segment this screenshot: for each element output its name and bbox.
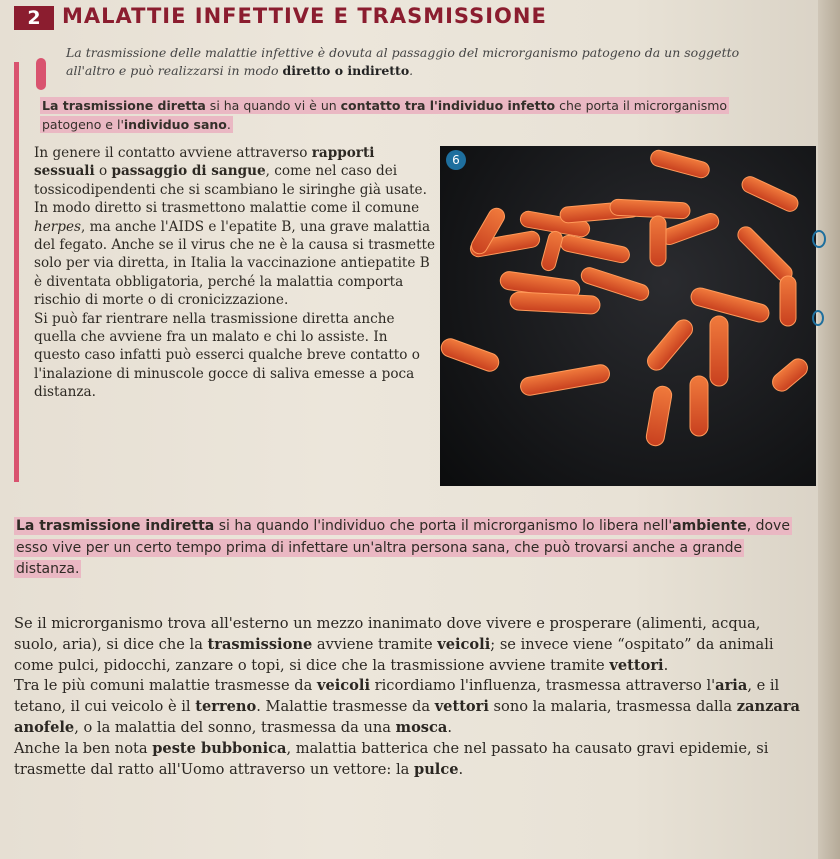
direct-transmission-column bbox=[34, 144, 436, 402]
body-paragraph-1: Se il microrganismo trova all'esterno un mezzo inanimato dove vivere e prosperare (alimenti, acqua, suolo, aria), si dice che la trasmissione avviene tramite veicoli; se invece viene “ospitato” da animali come pulci, pidocchi, zanzare o topi, si dice che la trasmissione avviene tramite vettori. bbox=[14, 615, 774, 674]
section-title: MALATTIE INFETTIVE E TRASMISSIONE bbox=[62, 4, 547, 28]
margin-note-icon bbox=[812, 230, 826, 248]
body-paragraph-2: Tra le più comuni malattie trasmesse da veicoli ricordiamo l'influenza, trasmessa attraverso l'aria, e il tetano, il cui veicolo è il terreno. Malattie trasmesse da vettori sono la malaria, trasmessa dalla zanzara anofele, o la malattia del sonno, trasmessa da una mosca. bbox=[14, 677, 800, 736]
indirect-transmission-definition: La trasmissione indiretta si ha quando l'individuo che porta il microrganismo lo libera nell'ambiente, dove esso vive per un certo tempo prima di infettare un'altra persona sana, che può trovarsi anche a grande distanza. bbox=[16, 518, 790, 577]
intro-paragraph: La trasmissione delle malattie infettive è dovuta al passaggio del microrganismo patogeno da un soggetto all'altro e può realizzarsi in modo diretto o indiretto. bbox=[66, 45, 740, 78]
body-text bbox=[14, 614, 802, 780]
direct-transmission-definition: La trasmissione diretta si ha quando vi è un contatto tra l'individuo infetto che porta il microrganismo patogeno e l'individuo sano. bbox=[42, 98, 728, 132]
bacteria-illustration bbox=[440, 146, 816, 486]
section-number: 2 bbox=[14, 6, 54, 30]
margin-accent-bar bbox=[14, 62, 19, 482]
margin-accent-mark bbox=[36, 58, 46, 90]
margin-note-icon bbox=[812, 310, 824, 326]
page-edge-shadow bbox=[818, 0, 840, 859]
column-paragraph-1: In genere il contatto avviene attraverso rapporti sessuali o passaggio di sangue, come nel caso dei tossicodipendenti che si scambiano le siringhe già usate. In modo diretto si trasmettono malattie come il comune herpes, ma anche l'AIDS e l'epatite B, una grave malattia del fegato. Anche se il virus che ne è la causa si trasmette solo per via diretta, in Italia la vaccinazione antiepatite B è diventata obbligatoria, perché la malattia comporta rischio di morte o di cronicizzazione. bbox=[34, 145, 436, 309]
figure-number-badge: 6 bbox=[446, 150, 466, 170]
column-paragraph-2: Si può far rientrare nella trasmissione diretta anche quella che avviene fra un malato e chi lo assiste. In questo caso infatti può esserci qualche breve contatto o l'inalazione di minuscole gocce di saliva emesse a poca distanza. bbox=[34, 310, 420, 401]
bacteria-micrograph bbox=[440, 146, 816, 486]
body-paragraph-3: Anche la ben nota peste bubbonica, malattia batterica che nel passato ha causato gravi epidemie, si trasmette dal ratto all'Uomo attraverso un vettore: la pulce. bbox=[14, 739, 769, 778]
